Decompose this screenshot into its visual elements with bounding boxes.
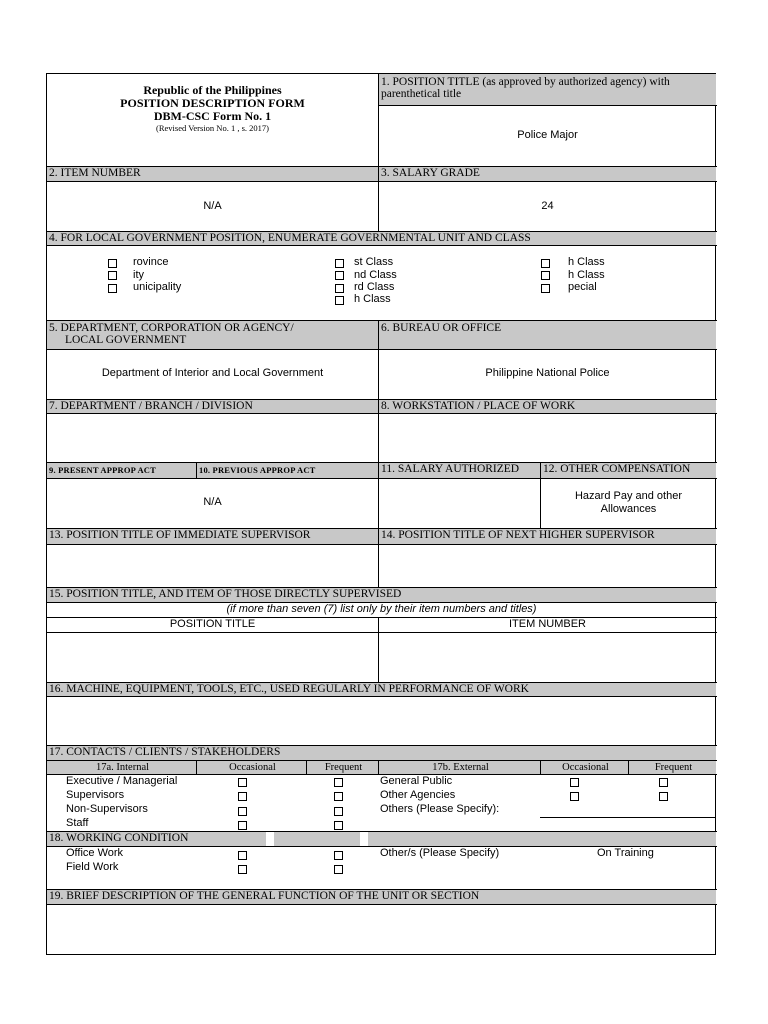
position-title-label: 1. POSITION TITLE (as approved by authorized agency) with parenthetical title xyxy=(379,74,716,105)
office-work-frequent-checkbox[interactable] xyxy=(334,851,343,860)
external-occasional-header: Occasional xyxy=(541,761,628,774)
workstation-label: 8. WORKSTATION / PLACE OF WORK xyxy=(379,400,716,413)
revised-version: (Revised Version No. 1 , s. 2017) xyxy=(156,123,269,133)
item-number-label: 2. ITEM NUMBER xyxy=(47,167,378,181)
others-specify-field[interactable] xyxy=(540,817,716,818)
branch-label: 7. DEPARTMENT / BRANCH / DIVISION xyxy=(47,400,378,413)
supervisors-occasional-checkbox[interactable] xyxy=(238,792,247,801)
province-checkbox[interactable] xyxy=(108,259,117,268)
general-public-label: General Public xyxy=(380,775,453,787)
other-agencies-label: Other Agencies xyxy=(380,789,456,801)
salary-authorized-label: 11. SALARY AUTHORIZED xyxy=(379,463,540,478)
third-class-label: rd Class xyxy=(354,281,395,293)
salary-grade-value[interactable]: 24 xyxy=(541,200,554,212)
form-number: DBM-CSC Form No. 1 xyxy=(153,109,272,123)
non-supervisors-frequent-checkbox[interactable] xyxy=(334,807,343,816)
office-work-label: Office Work xyxy=(66,847,124,859)
field-work-frequent-checkbox[interactable] xyxy=(334,865,343,874)
fourth-class-label: h Class xyxy=(354,293,391,305)
item-number-value[interactable]: N/A xyxy=(203,200,222,212)
position-title-value[interactable]: Police Major xyxy=(517,129,578,141)
external-header: 17b. External xyxy=(379,761,540,774)
municipality-checkbox[interactable] xyxy=(108,284,117,293)
general-function-label: 19. BRIEF DESCRIPTION OF THE GENERAL FUNCTION OF THE UNIT OR SECTION xyxy=(47,890,716,904)
bureau-label: 6. BUREAU OR OFFICE xyxy=(379,321,716,349)
directly-supervised-note: (if more than seven (7) list only by their item numbers and titles) xyxy=(226,603,537,615)
fourth-class-checkbox[interactable] xyxy=(335,296,344,305)
position-description-form xyxy=(46,73,716,955)
internal-frequent-header: Frequent xyxy=(307,761,378,774)
position-title-column: POSITION TITLE xyxy=(169,618,256,630)
local-gov-label: 4. FOR LOCAL GOVERNMENT POSITION, ENUMERATE GOVERNMENTAL UNIT AND CLASS xyxy=(47,232,716,245)
staff-frequent-checkbox[interactable] xyxy=(334,821,343,830)
supervised-item-field[interactable] xyxy=(379,633,716,682)
others-working-label: Other/s (Please Specify) xyxy=(380,847,500,859)
previous-approp-label: 10. PREVIOUS APPROP ACT xyxy=(197,463,378,478)
republic-text: Republic of the Philippines xyxy=(143,83,282,97)
internal-occasional-header: Occasional xyxy=(197,761,306,774)
form-title-block xyxy=(47,84,378,134)
other-comp-label: 12. OTHER COMPENSATION xyxy=(541,463,716,478)
directly-supervised-label: 15. POSITION TITLE, AND ITEM OF THOSE DIRECTLY SUPERVISED xyxy=(47,588,716,602)
city-checkbox[interactable] xyxy=(108,271,117,280)
others-specify-label: Others (Please Specify): xyxy=(380,803,500,815)
immediate-supervisor-field[interactable] xyxy=(47,545,378,587)
third-class-checkbox[interactable] xyxy=(335,284,344,293)
working-condition-label: 18. WORKING CONDITION xyxy=(47,832,716,846)
divider xyxy=(47,413,717,414)
divider xyxy=(379,105,717,106)
external-frequent-header: Frequent xyxy=(629,761,716,774)
office-work-occasional-checkbox[interactable] xyxy=(238,851,247,860)
special-checkbox[interactable] xyxy=(541,284,550,293)
fifth-class-label: h Class xyxy=(568,256,605,268)
machines-label: 16. MACHINE, EQUIPMENT, TOOLS, ETC., USED REGULARLY IN PERFORMANCE OF WORK xyxy=(47,683,716,696)
executive-label: Executive / Managerial xyxy=(66,775,178,787)
other-comp-value[interactable]: Hazard Pay and other Allowances xyxy=(574,490,682,515)
divider xyxy=(47,181,717,182)
first-class-label: st Class xyxy=(354,256,394,268)
department-value[interactable]: Department of Interior and Local Government xyxy=(101,367,324,379)
other-agencies-occasional-checkbox[interactable] xyxy=(570,792,579,801)
general-function-field[interactable] xyxy=(47,905,716,954)
immediate-supervisor-label: 13. POSITION TITLE OF IMMEDIATE SUPERVISOR xyxy=(47,529,378,544)
second-class-checkbox[interactable] xyxy=(335,271,344,280)
sixth-class-checkbox[interactable] xyxy=(541,271,550,280)
supervisors-frequent-checkbox[interactable] xyxy=(334,792,343,801)
special-label: pecial xyxy=(568,281,597,293)
non-supervisors-occasional-checkbox[interactable] xyxy=(238,807,247,816)
general-public-frequent-checkbox[interactable] xyxy=(659,778,668,787)
workstation-value[interactable] xyxy=(379,429,716,443)
form-name: POSITION DESCRIPTION FORM xyxy=(120,96,305,110)
salary-authorized-value[interactable] xyxy=(379,496,540,510)
header-gap xyxy=(360,832,368,846)
header-gap xyxy=(266,832,274,846)
municipality-label: unicipality xyxy=(133,281,182,293)
executive-occasional-checkbox[interactable] xyxy=(238,778,247,787)
divider xyxy=(47,349,717,350)
field-work-label: Field Work xyxy=(66,861,119,873)
bureau-value[interactable]: Philippine National Police xyxy=(485,367,610,379)
next-supervisor-label: 14. POSITION TITLE OF NEXT HIGHER SUPERVISOR xyxy=(379,529,716,544)
other-agencies-frequent-checkbox[interactable] xyxy=(659,792,668,801)
first-class-checkbox[interactable] xyxy=(335,259,344,268)
second-class-label: nd Class xyxy=(354,269,397,281)
executive-frequent-checkbox[interactable] xyxy=(334,778,343,787)
staff-occasional-checkbox[interactable] xyxy=(238,821,247,830)
divider xyxy=(47,478,717,479)
internal-header: 17a. Internal xyxy=(47,761,196,774)
department-label: 5. DEPARTMENT, CORPORATION OR AGENCY/ LOCAL GOVERNMENT xyxy=(47,321,378,349)
non-supervisors-label: Non-Supervisors xyxy=(66,803,148,815)
branch-value[interactable] xyxy=(47,429,378,443)
machines-field[interactable] xyxy=(47,697,716,745)
sixth-class-label: h Class xyxy=(568,269,605,281)
supervisors-label: Supervisors xyxy=(66,789,125,801)
field-work-occasional-checkbox[interactable] xyxy=(238,865,247,874)
fifth-class-checkbox[interactable] xyxy=(541,259,550,268)
item-number-column: ITEM NUMBER xyxy=(509,618,586,630)
next-supervisor-field[interactable] xyxy=(379,545,716,587)
others-working-value[interactable]: On Training xyxy=(597,847,654,859)
province-label: rovince xyxy=(133,256,169,268)
supervised-position-field[interactable] xyxy=(47,633,378,682)
divider xyxy=(47,245,717,246)
salary-grade-label: 3. SALARY GRADE xyxy=(379,167,716,181)
present-approp-label: 9. PRESENT APPROP ACT xyxy=(47,463,196,478)
contacts-label: 17. CONTACTS / CLIENTS / STAKEHOLDERS xyxy=(47,746,716,760)
approp-value[interactable]: N/A xyxy=(203,496,222,508)
city-label: ity xyxy=(133,269,144,281)
staff-label: Staff xyxy=(66,817,89,829)
general-public-occasional-checkbox[interactable] xyxy=(570,778,579,787)
